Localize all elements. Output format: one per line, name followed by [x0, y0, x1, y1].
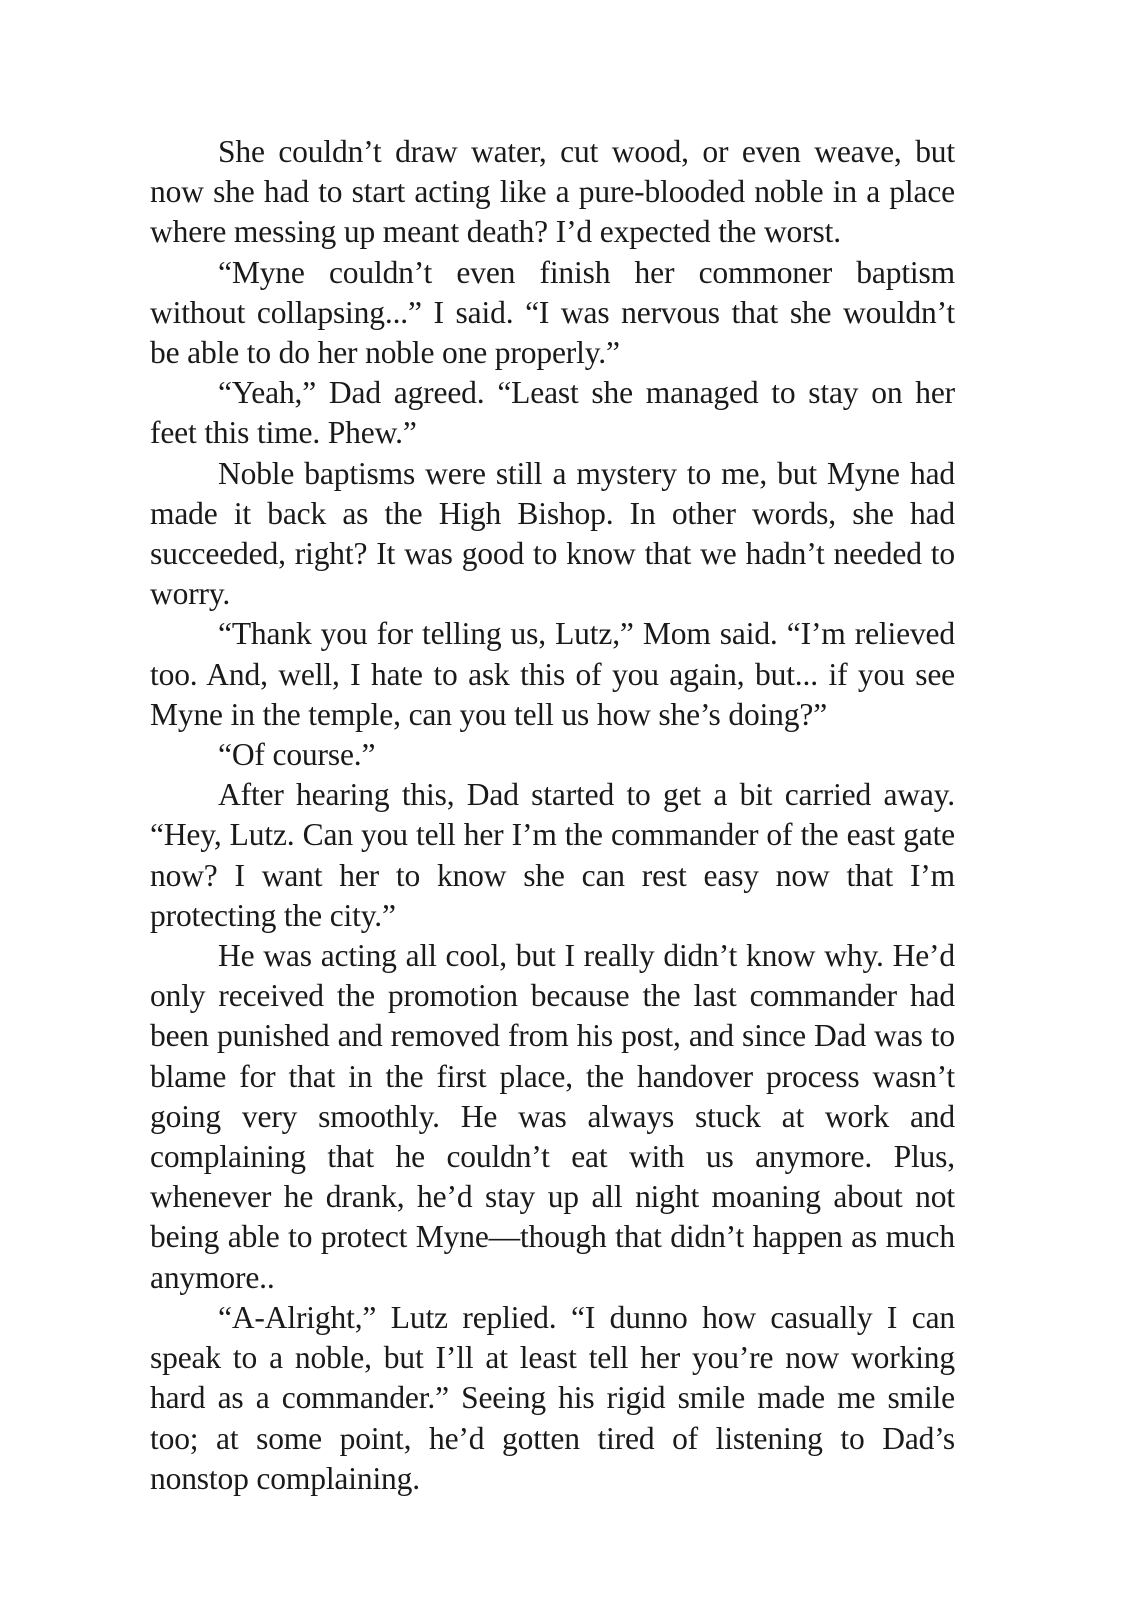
paragraph: “Myne couldn’t even finish her commoner baptism without collapsing...” I said. “I was nervous that she wouldn’t be able to do her noble one properly.”	[150, 254, 955, 371]
paragraph: He was acting all cool, but I really didn’t know why. He’d only received the promotion because the last commander had been punished and removed from his post, and since Dad was to blame for that in the first place, the handover process wasn’t going very smoothly. He was always stuck at work and complaining that he couldn’t eat with us anymore. Plus, whenever he drank, he’d stay up all night moaning about not being able to protect Myne—though that didn’t happen as much anymore..	[150, 938, 955, 1295]
page-body	[150, 132, 955, 1499]
paragraph: Noble baptisms were still a mystery to me, but Myne had made it back as the High Bishop. In other words, she had succeeded, right? It was good to know that we hadn’t needed to worry.	[150, 455, 955, 612]
paragraph: After hearing this, Dad started to get a bit carried away. “Hey, Lutz. Can you tell her I’m the commander of the east gate now? I want her to know she can rest easy now that I’m protecting the city.”	[150, 777, 955, 933]
paragraph: “Yeah,” Dad agreed. “Least she managed to stay on her feet this time. Phew.”	[150, 375, 955, 451]
paragraph: “Of course.”	[218, 737, 376, 773]
paragraph: She couldn’t draw water, cut wood, or even weave, but now she had to start acting like a pure-blooded noble in a place where messing up meant death? I’d expected the worst.	[150, 134, 955, 250]
paragraph: “A-Alright,” Lutz replied. “I dunno how casually I can speak to a noble, but I’ll at least tell her you’re now working hard as a commander.” Seeing his rigid smile made me smile too; at some point, he’d gotten tired of listening to Dad’s nonstop complaining.	[150, 1299, 955, 1496]
paragraph: “Thank you for telling us, Lutz,” Mom said. “I’m relieved too. And, well, I hate to ask this of you again, but... if you see Myne in the temple, can you tell us how she’s doing?”	[150, 616, 955, 732]
